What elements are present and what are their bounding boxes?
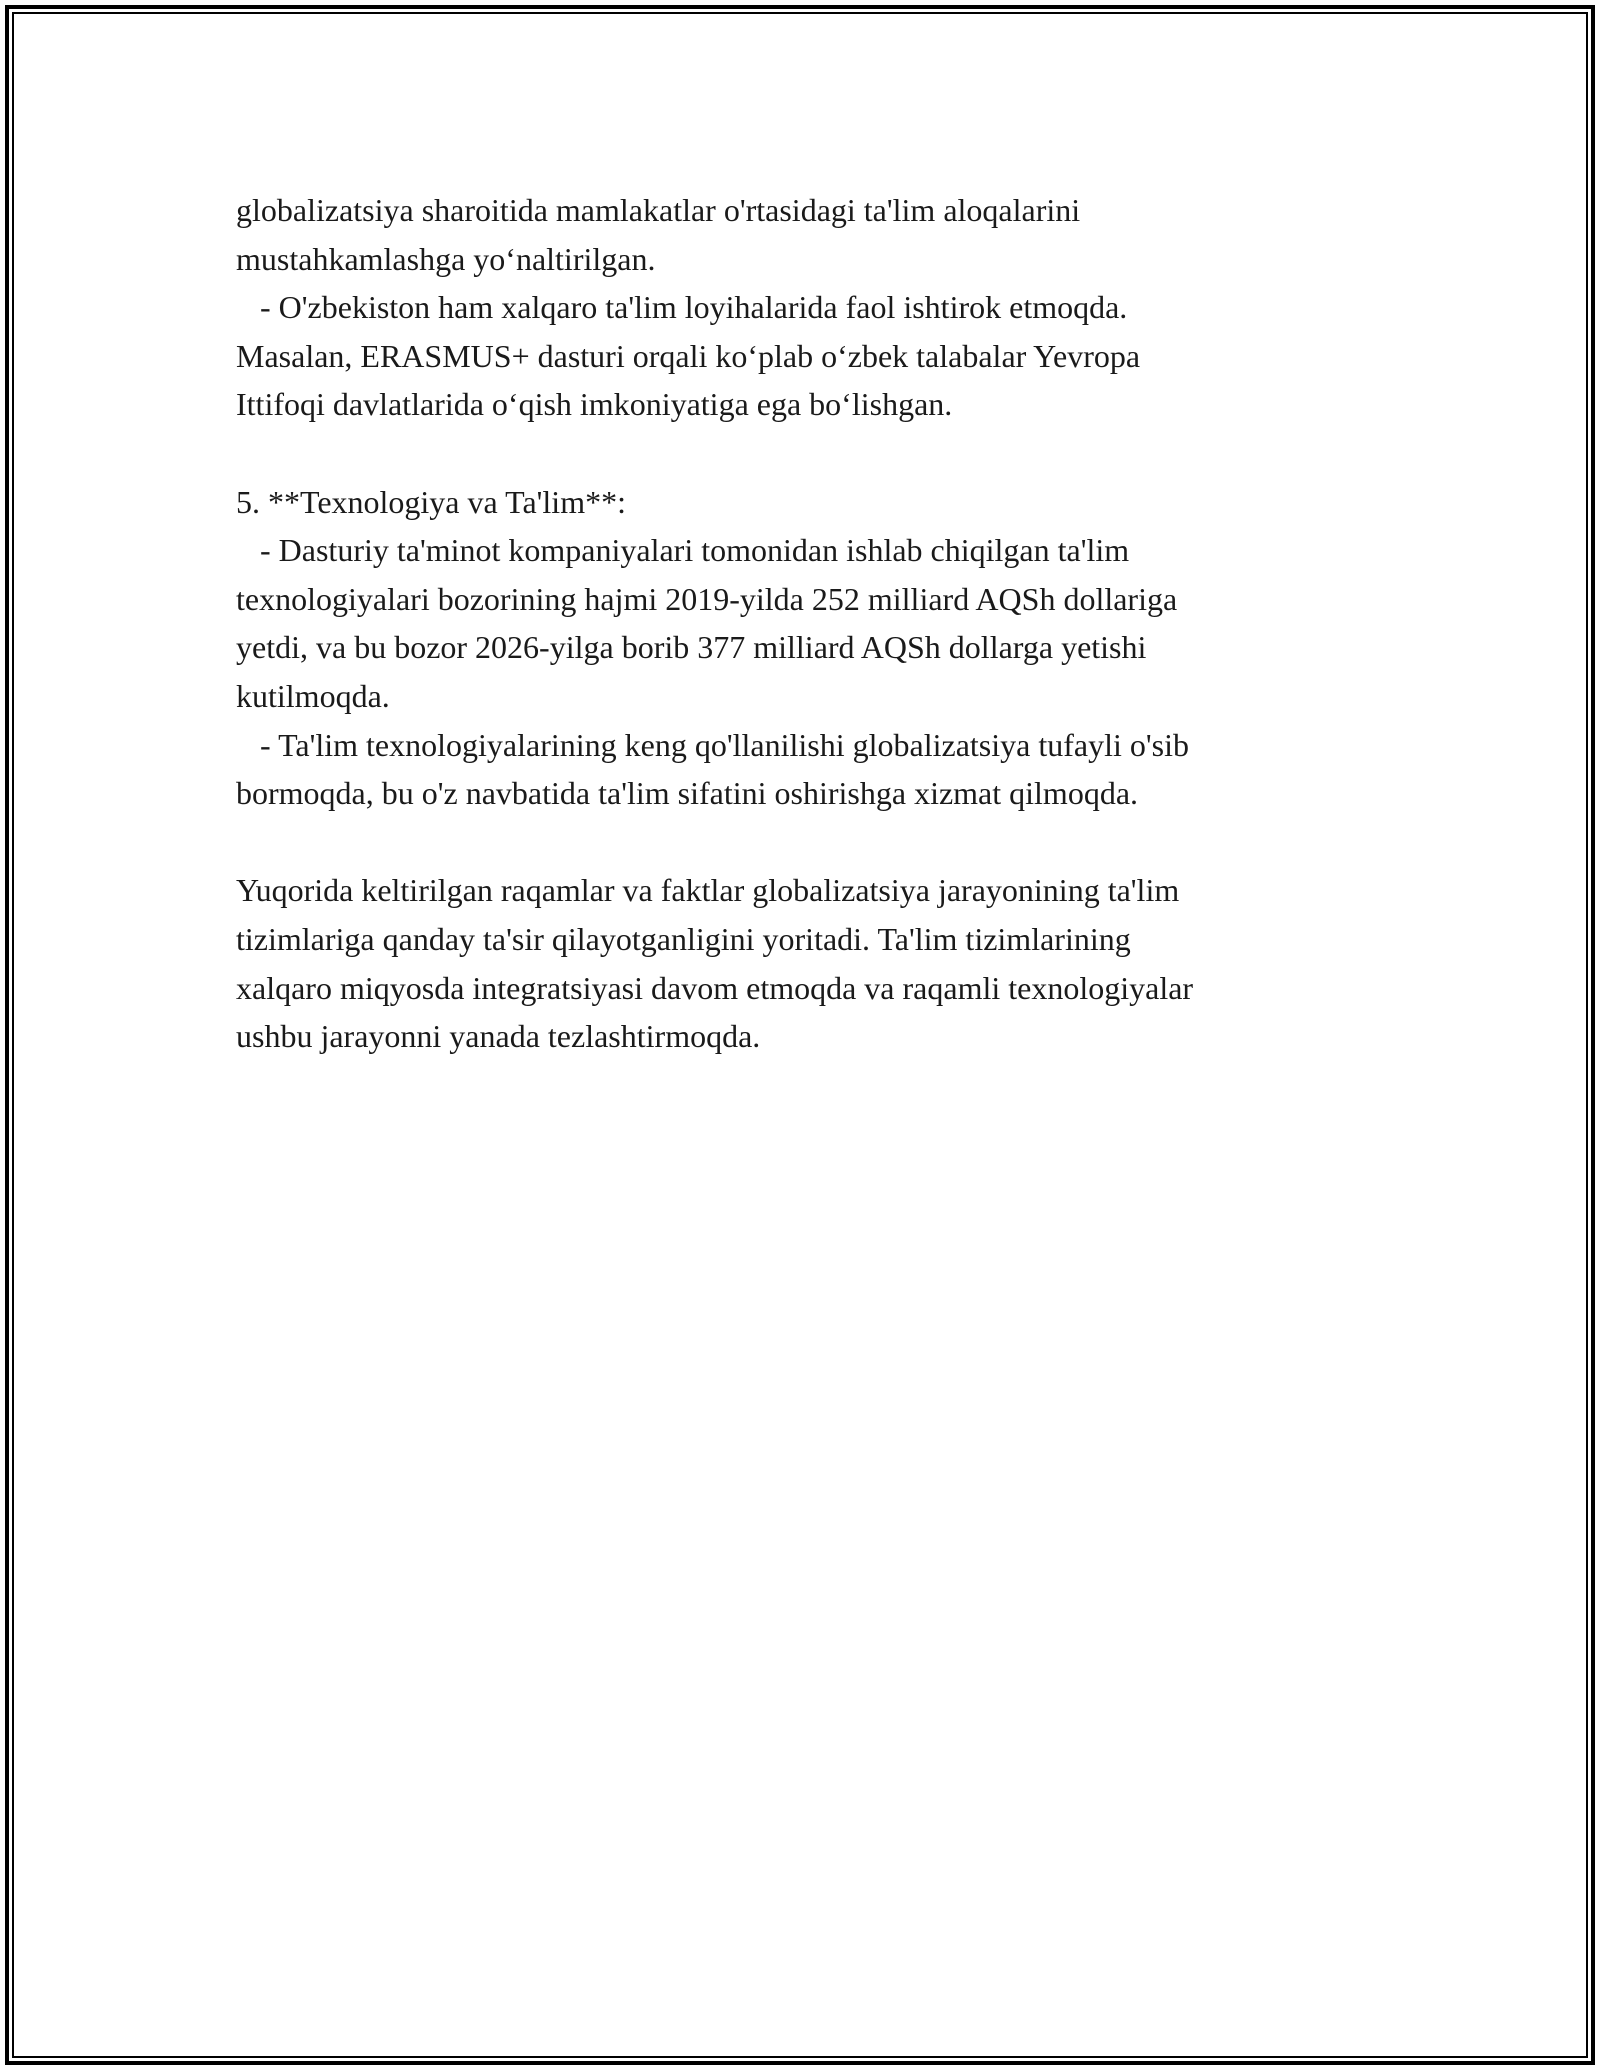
text-line: - Ta'lim texnologiyalarining keng qo'llanilishi globalizatsiya tufayli o'sib [236, 726, 1189, 763]
text-line: mustahkamlashga yo‘naltirilgan. [236, 240, 656, 277]
text-line: ushbu jarayonni yanada tezlashtirmoqda. [236, 1018, 761, 1055]
text-line: xalqaro miqyosda integratsiyasi davom etmoqda va raqamli texnologiyalar [236, 969, 1194, 1006]
text-line: - Dasturiy ta'minot kompaniyalari tomonidan ishlab chiqilgan ta'lim [236, 532, 1130, 569]
text-line: yetdi, va bu bozor 2026-yilga borib 377 milliard AQSh dollarga yetishi [236, 629, 1147, 666]
text-line: - O'zbekiston ham xalqaro ta'lim loyihalarida faol ishtirok etmoqda. [236, 289, 1128, 326]
section-technology-education [236, 478, 1386, 818]
paragraph-conclusion [236, 866, 1386, 1060]
text-line: kutilmoqda. [236, 677, 390, 714]
document-body [236, 186, 1386, 1061]
text-line: bormoqda, bu o'z navbatida ta'lim sifatini oshirishga xizmat qilmoqda. [236, 775, 1139, 812]
paragraph-gap [236, 818, 1386, 867]
text-line: globalizatsiya sharoitida mamlakatlar o'rtasidagi ta'lim aloqalarini [236, 192, 1081, 228]
text-line: Masalan, ERASMUS+ dasturi orqali ko‘plab o‘zbek talabalar Yevropa [236, 337, 1141, 374]
text-line: texnologiyalari bozorining hajmi 2019-yilda 252 milliard AQSh dollariga [236, 580, 1178, 617]
paragraph-gap [236, 429, 1386, 478]
paragraph-education-ties [236, 186, 1386, 429]
text-line: tizimlariga qanday ta'sir qilayotganligini yoritadi. Ta'lim tizimlarining [236, 920, 1131, 957]
section-heading: 5. **Texnologiya va Ta'lim**: [236, 483, 626, 520]
text-line: Ittifoqi davlatlarida o‘qish imkoniyatiga ega bo‘lishgan. [236, 386, 953, 423]
text-line: Yuqorida keltirilgan raqamlar va faktlar globalizatsiya jarayonining ta'lim [236, 872, 1180, 909]
